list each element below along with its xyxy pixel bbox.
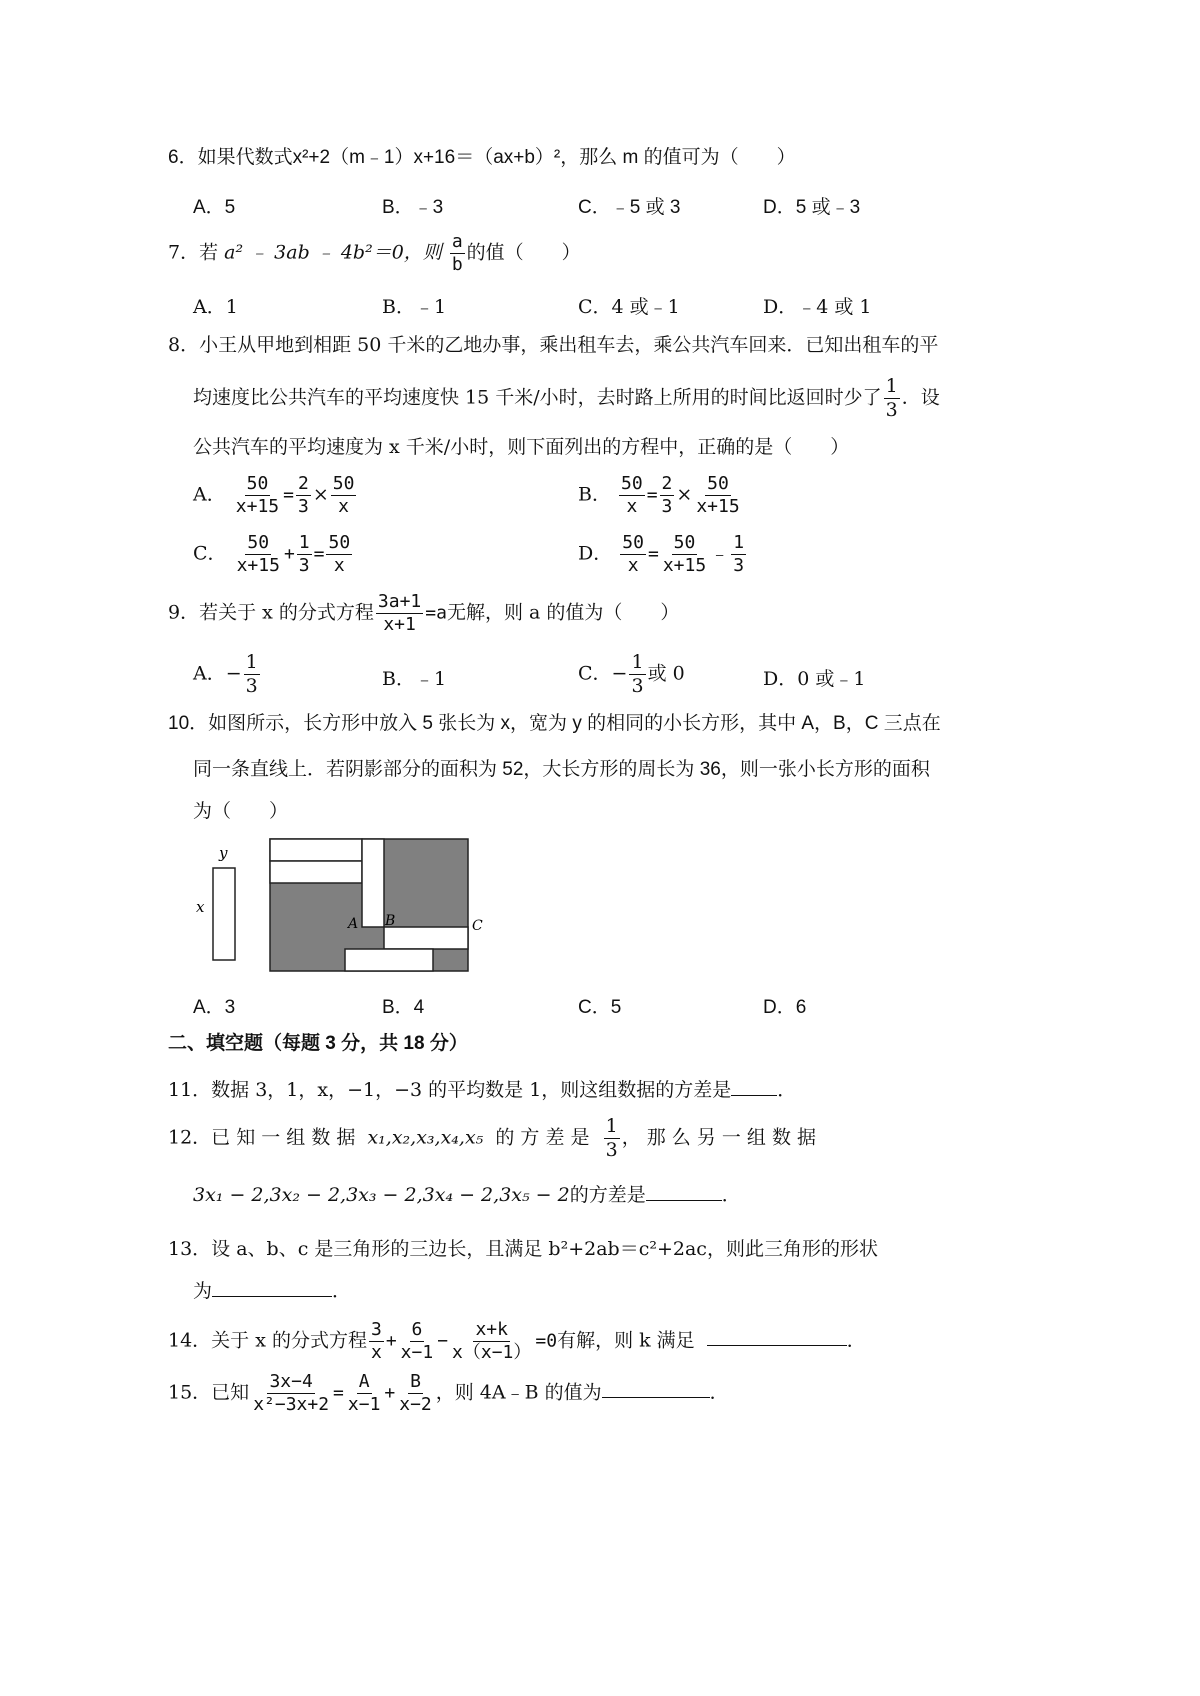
- q15: 15．已知 $\frac{3x-4}{\text{x²−3x+2}}$ = $\frac{A}{x-1}$ + $\frac{B}{x-2}$ ，则 4A﹣B 的值为 ．: [168, 1371, 729, 1415]
- q6-option-c: C．﹣5 或 3: [578, 197, 681, 218]
- q13-answer-blank: [212, 1296, 332, 1297]
- q11: 11．数据 3，1，x，−1，−3 的平均数是 1，则这组数据的方差是 ．: [168, 1079, 797, 1101]
- q7-option-a: A．1: [193, 296, 238, 318]
- q9-option-b: B．﹣1: [382, 668, 447, 690]
- q10-figure: [190, 836, 500, 978]
- q10-option-a: A．3: [193, 997, 236, 1018]
- q12-answer-blank: [646, 1200, 722, 1201]
- q10-option-d: D．6: [763, 997, 807, 1018]
- label-a: A: [348, 916, 359, 932]
- q9-option-c: C．− $\frac{1}{3}$ 或 0: [578, 651, 685, 697]
- label-y: y: [219, 844, 228, 862]
- q9-option-d: D．0 或﹣1: [763, 668, 866, 690]
- inner-rect-3: [362, 839, 384, 927]
- q14-answer-blank: [707, 1345, 847, 1346]
- inner-rect-2: [270, 861, 362, 883]
- inner-rect-1: [270, 839, 362, 861]
- small-rectangle: [213, 868, 235, 960]
- q12-line2: 3x₁ − 2,3x₂ − 2,3x₃ − 2,3x₄ − 2,3x₅ − 2的方差是 ．: [193, 1184, 741, 1206]
- q10-option-c: C．5: [578, 997, 622, 1018]
- q7-option-d: D．﹣4 或 1: [763, 296, 872, 318]
- q8-option-a: A． $\frac{50}{x+15}$ = $\frac{2}{3}$ × $\frac{50}{x}$: [193, 473, 355, 517]
- q6-option-b: B．﹣3: [382, 197, 444, 218]
- q7-option-b: B．﹣1: [382, 296, 447, 318]
- q11-answer-blank: [731, 1095, 777, 1096]
- q9-option-a: A．− $\frac{1}{3}$: [193, 651, 258, 697]
- q10-line1: 10．如图所示，长方形中放入 5 张长为 x，宽为 y 的相同的小长方形，其中 A，B，C 三点在: [168, 713, 941, 734]
- q7-fraction: $\frac{a}{b}$: [451, 231, 463, 275]
- q8-line1: 8．小王从甲地到相距 50 千米的乙地办事，乘出租车去，乘公共汽车回来．已知出租车的平: [168, 334, 939, 356]
- q13-line1: 13．设 a、b、c 是三角形的三边长，且满足 b²+2ab＝c²+2ac，则此三角形的形状: [168, 1238, 878, 1260]
- q6-option-d: D．5 或﹣3: [763, 197, 861, 218]
- q13-line2: 为 ．: [193, 1280, 352, 1302]
- section-title: 二、填空题（每题 3 分，共 18 分）: [168, 1033, 468, 1054]
- q10-line2: 同一条直线上．若阴影部分的面积为 52，大长方形的周长为 36，则一张小长方形的面积: [193, 759, 930, 780]
- q8-line3: 公共汽车的平均速度为 x 千米/小时，则下面列出的方程中，正确的是（ ）: [193, 436, 850, 458]
- q10-option-b: B．4: [382, 997, 425, 1018]
- inner-rect-5: [345, 949, 433, 971]
- q7-option-c: C．4 或﹣1: [578, 296, 680, 318]
- q8-option-b: B． $\frac{50}{x}$ = $\frac{2}{3}$ × $\frac{50}{x+15}$: [578, 473, 740, 517]
- q6-stem: 6．如果代数式x²+2（m﹣1）x+16＝（ax+b）²，那么 m 的值可为（ ）: [168, 147, 796, 168]
- q9-stem: 9．若关于 x 的分式方程 $\frac{3a+1}{x+1}$ =a无解，则 a 的值为（ ）: [168, 591, 680, 635]
- label-x: x: [196, 898, 205, 916]
- q8-option-d: D． $\frac{50}{x}$ = $\frac{50}{x+15}$ ﹣ $\frac{1}{3}$: [578, 532, 745, 576]
- q15-answer-blank: [602, 1397, 710, 1398]
- q7-stem: 7．若 a² ﹣ 3ab ﹣ 4b²＝0，则 $\frac{a}{b}$ 的值（ ）: [168, 231, 581, 275]
- q12-line1: 12．已 知 一 组 数 据 x₁,x₂,x₃,x₄,x₅ 的 方 差 是 $\frac{1}{3}$ ， 那 么 另 一 组 数 据: [168, 1115, 816, 1161]
- q8-option-c: C． $\frac{50}{x+15}$ + $\frac{1}{3}$ = $\frac{50}{x}$: [193, 532, 351, 576]
- inner-rect-4: [384, 927, 468, 949]
- label-b: B: [385, 913, 396, 929]
- q8-line2: 均速度比公共汽车的平均速度快 15 千米/小时，去时路上所用的时间比返回时少了 $\frac{1}{3}$ ．设: [193, 375, 940, 421]
- q14: 14．关于 x 的分式方程 $\frac{3}{x}$ + $\frac{6}{x-1}$ − $\frac{x+k}{x(x-1)}$ =0有解，则 k 满足 ．: [168, 1319, 866, 1363]
- q6-option-a: A．5: [193, 197, 236, 218]
- q10-line3: 为（ ）: [193, 801, 289, 822]
- label-c: C: [472, 918, 483, 934]
